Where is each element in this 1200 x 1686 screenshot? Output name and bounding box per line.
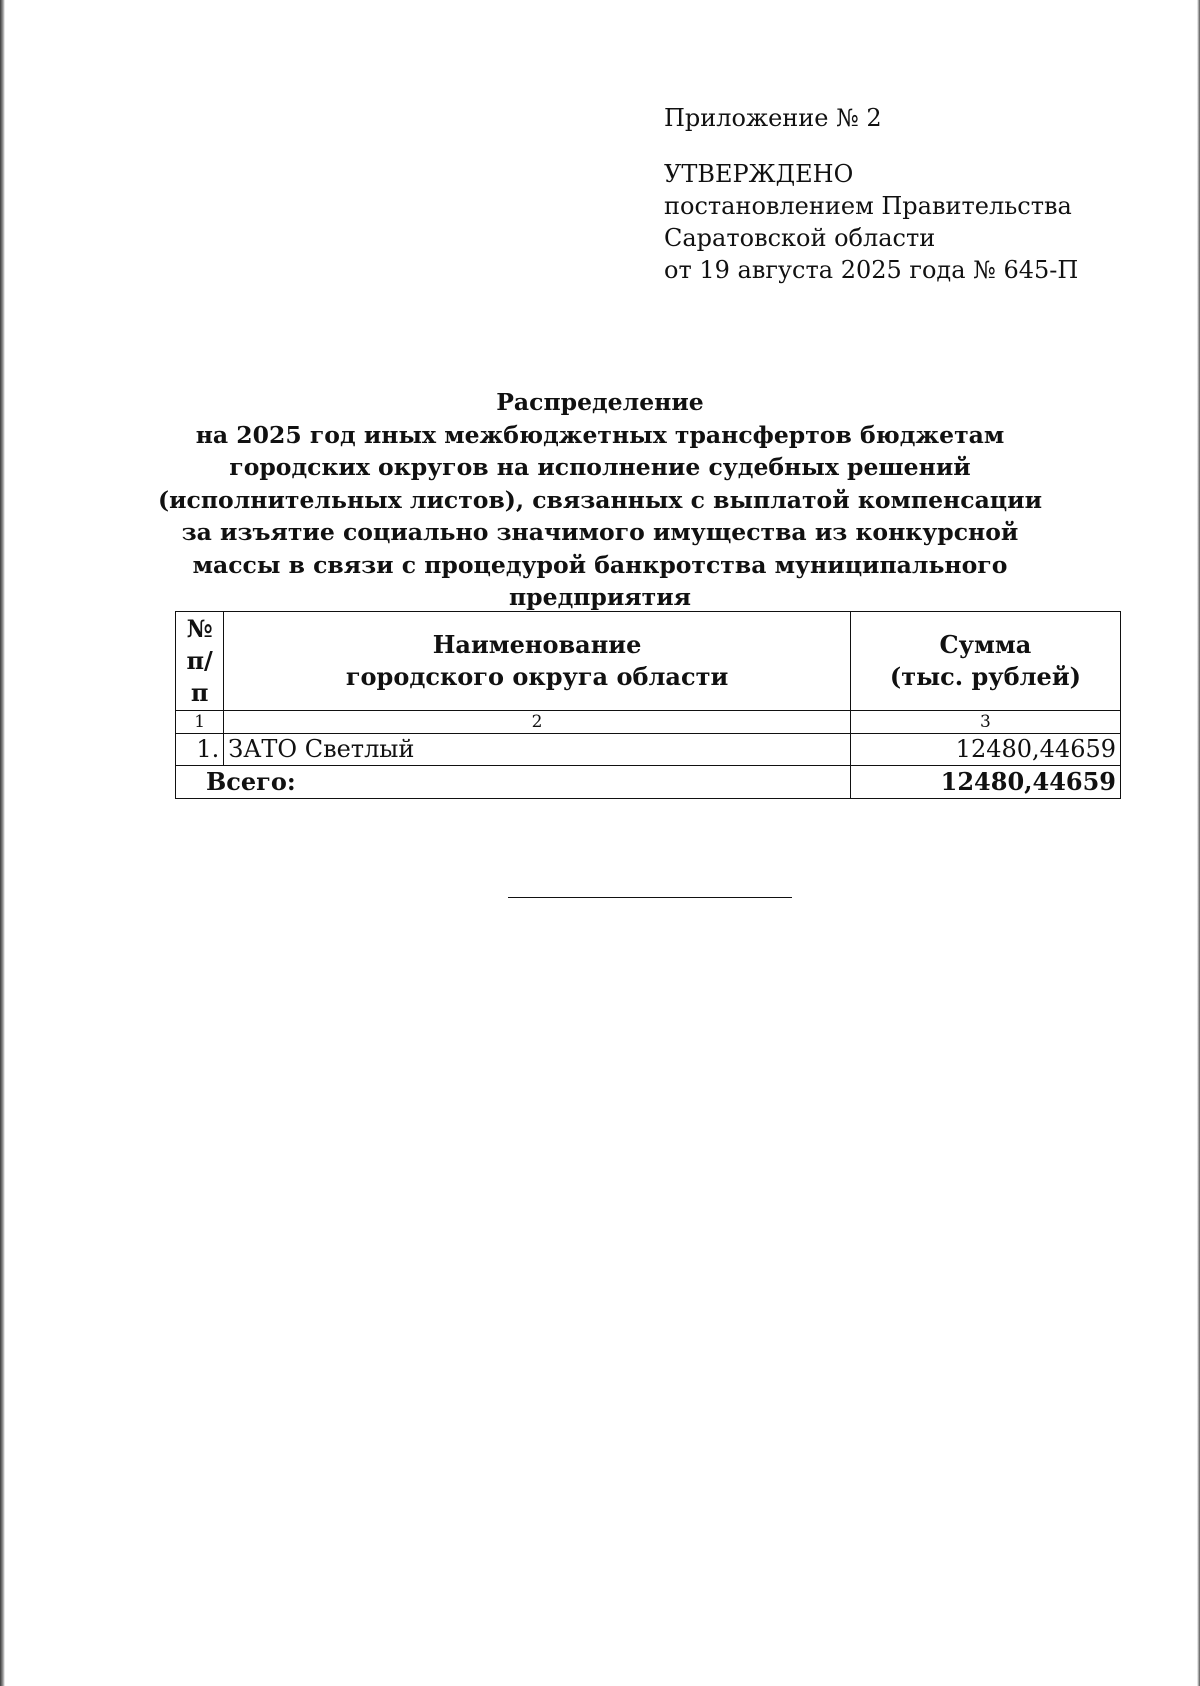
scan-edge-left bbox=[0, 0, 5, 1686]
column-index-3: 3 bbox=[850, 711, 1120, 734]
header-sum bbox=[850, 612, 1120, 711]
table-row bbox=[176, 734, 1121, 766]
column-index-row bbox=[176, 711, 1121, 734]
column-index-2: 2 bbox=[224, 711, 851, 734]
approved-label: УТВЕРЖДЕНО bbox=[664, 160, 854, 188]
title-main: Распределение bbox=[496, 388, 704, 416]
header-name-line1: Наименование bbox=[432, 630, 642, 659]
header-name bbox=[224, 612, 851, 711]
title-sub: на 2025 год иных межбюджетных трансфертов бюджетам городских округов на исполнение судебных решений (исполнительных листов), связанных с выплатой компенсации за изъятие социально значимого имущества из конкурсной массы в связи с процедурой банкротства муниципального предприятия bbox=[157, 420, 1043, 611]
approval-line-3: от 19 августа 2025 года № 645-П bbox=[664, 256, 1079, 284]
header-num-line2: п/п bbox=[186, 646, 213, 707]
distribution-table bbox=[175, 611, 1121, 799]
approval-line-1: постановлением Правительства bbox=[664, 192, 1072, 220]
document-end-line bbox=[508, 897, 792, 898]
row-sum: 12480,44659 bbox=[850, 734, 1120, 766]
table-header-row bbox=[176, 612, 1121, 711]
approval-line-2: Саратовской области bbox=[664, 224, 936, 252]
total-label: Всего: bbox=[176, 766, 851, 799]
header-num-line1: № bbox=[186, 614, 213, 643]
column-index-1: 1 bbox=[176, 711, 224, 734]
header-sum-line1: Сумма bbox=[939, 630, 1032, 659]
total-sum: 12480,44659 bbox=[850, 766, 1120, 799]
header-name-line2: городского округа области bbox=[345, 662, 729, 691]
approval-block bbox=[664, 102, 1144, 286]
header-sum-line2: (тыс. рублей) bbox=[889, 662, 1081, 691]
appendix-label: Приложение № 2 bbox=[664, 104, 882, 132]
total-row bbox=[176, 766, 1121, 799]
row-num: 1. bbox=[176, 734, 224, 766]
header-num bbox=[176, 612, 224, 711]
document-title bbox=[150, 386, 1050, 614]
row-name: ЗАТО Светлый bbox=[224, 734, 851, 766]
